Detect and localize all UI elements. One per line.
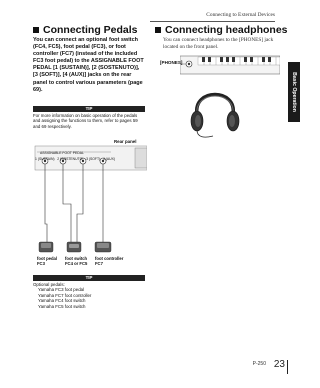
device-name: foot switch: [65, 256, 88, 261]
device-label-controller: [95, 256, 123, 266]
tip-heading: Optional pedals:: [33, 281, 65, 287]
device-name: foot controller: [95, 256, 124, 261]
headphone-cable: [197, 130, 213, 137]
group-label: ASSIGNABLE FOOT PEDAL: [40, 151, 84, 155]
side-tab: [288, 62, 300, 122]
section-header: Connecting to External Devices: [206, 12, 275, 18]
section-title-headphones: [155, 24, 288, 36]
device-model: FC3: [37, 261, 45, 266]
foot-pedal-icon: [39, 242, 53, 252]
side-tab-label: Basic Operation: [291, 72, 297, 112]
front-panel-illustration: [180, 54, 280, 76]
left-cushion: [195, 115, 201, 127]
foot-controller-icon: [95, 242, 111, 252]
jack-label: 1 (SUSTAIN): [35, 157, 55, 161]
device-label-pedal: [37, 256, 57, 266]
jack-label: 2 (SOSTENUTO): [57, 157, 84, 161]
tip-item: Yamaha FC4 foot switch: [38, 298, 86, 304]
jack-label: 4 (AUX): [102, 157, 115, 161]
cable-3: [77, 164, 83, 242]
tip-box-1: [33, 106, 145, 129]
footer-model: P-250: [252, 361, 266, 367]
tip-label: TIP: [33, 106, 145, 112]
square-bullet-icon: [33, 27, 39, 33]
tip-text: For more information on basic operation of the pedals and assigning the functions to them, refer to pages 59 and 69 respectively.: [33, 112, 138, 129]
headphones-title: Connecting headphones: [165, 24, 288, 36]
cable-1: [45, 164, 47, 242]
jack-labels: [35, 157, 115, 161]
phones-label: [PHONES]: [160, 60, 183, 65]
panel-block: [135, 148, 147, 168]
header-divider: [150, 21, 275, 22]
cable-2: [63, 164, 71, 242]
tip-box-2: [33, 275, 145, 309]
pedals-title: Connecting Pedals: [43, 24, 138, 36]
foot-switch-icon: [67, 242, 81, 252]
device-label-switch: [65, 256, 87, 266]
device-model: FC4 or FC5: [65, 261, 88, 266]
section-title-pedals: [33, 24, 138, 36]
rear-panel-label: Rear panel: [114, 139, 137, 144]
footer-bar: [287, 360, 288, 374]
page-number: 23: [273, 359, 285, 370]
square-bullet-icon: [155, 27, 161, 33]
device-name: foot pedal: [37, 256, 58, 261]
headphones-icon: [185, 78, 245, 140]
right-cushion: [229, 115, 235, 127]
tip-item: Yamaha FC3 foot pedal: [38, 287, 85, 293]
phones-jack-icon: [186, 61, 192, 67]
device-model: FC7: [95, 261, 103, 266]
tip-label: TIP: [33, 275, 145, 281]
headband: [197, 95, 234, 115]
headphones-text: You can connect headphones to the [PHONES] jack located on the front panel.: [163, 37, 274, 50]
pedal-connection-diagram: [33, 144, 147, 274]
tip-item: Yamaha FC5 foot switch: [38, 303, 86, 309]
pedals-lead-paragraph: You can connect an optional foot switch (FC4, FC5), foot pedal (FC3), or foot controller (FC7) (instead of the included FC3 foot pedal) to the ASSIGNABLE FOOT PEDAL [1 (SUSTAIN)], [2 (SOSTENUTO)], [3 (SOFT)], [4 (AUX)] jacks on the rear panel to control various parameters (page 69).: [33, 37, 144, 93]
jack-label: 3 (SOFT): [86, 157, 101, 161]
tip-item: Yamaha FC7 foot controller: [38, 292, 92, 298]
